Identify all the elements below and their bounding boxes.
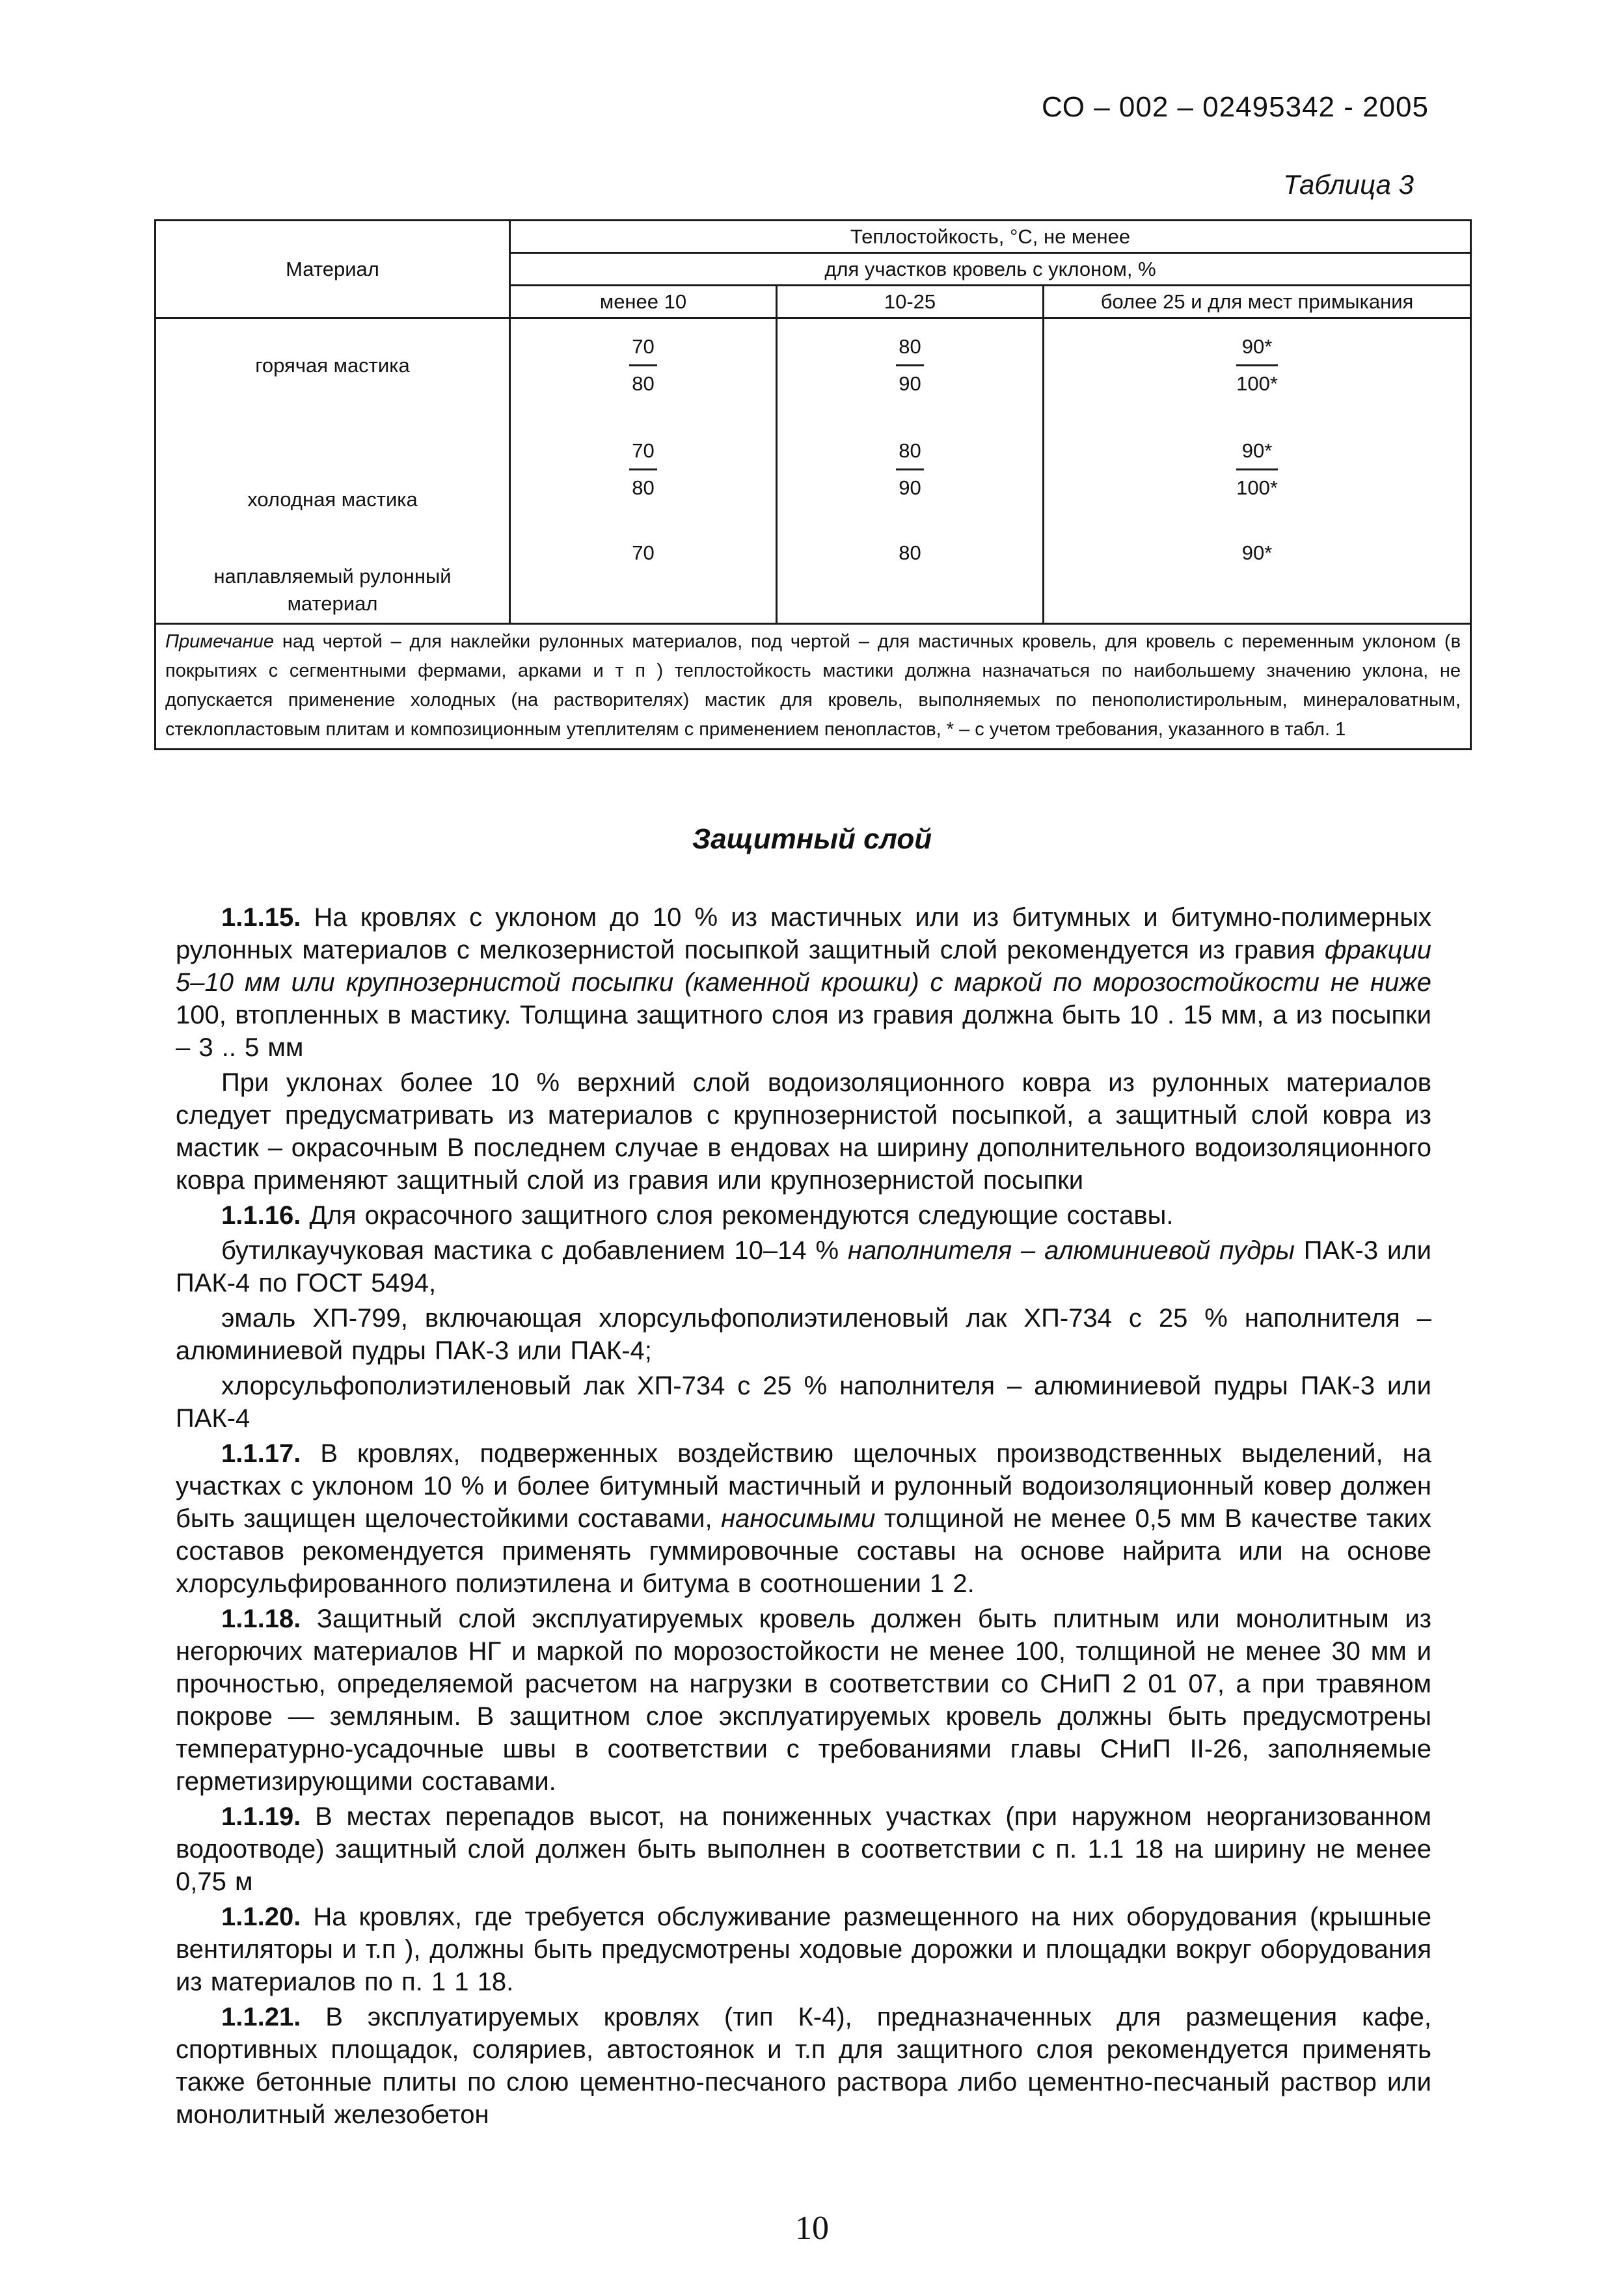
fraction-bottom: 100* (1236, 476, 1278, 499)
fraction (896, 329, 923, 401)
paragraph (176, 1603, 1431, 1798)
paragraph (176, 901, 1431, 1064)
document-code: СО – 002 – 02495342 - 2005 (1041, 91, 1429, 123)
header-material: Материал (156, 221, 510, 318)
paragraph-text: 100, втопленных в мастику. Толщина защитного слоя из гравия должна быть 10 . 15 мм, а из посыпки – 3 .. 5 мм (176, 1001, 1431, 1062)
paragraph-text: На кровлях с уклоном до 10 % из мастичных или из битумных и битумно-полимерных рулонных материалов с мелкозернистой посыпкой защитный слой рекомендуется из гравия (176, 903, 1431, 964)
fraction (896, 433, 923, 506)
header-col-more-25: более 25 и для мест примыкания (1044, 286, 1471, 318)
paragraph: хлорсульфополиэтиленовый лак ХП-734 с 25 % наполнителя – алюминиевой пудры ПАК-3 или ПАК-4 (176, 1372, 1431, 1433)
paragraph-italic: наносимыми (721, 1504, 876, 1533)
fraction-bottom: 90 (899, 476, 921, 499)
header-slope-group: для участков кровель с уклоном, % (510, 253, 1471, 286)
paragraph-text: Для окрасочного защитного слоя рекомендуются следующие составы. (301, 1201, 1174, 1230)
value-cell (777, 413, 1044, 526)
paragraph (176, 1437, 1431, 1600)
table-row (156, 526, 1471, 624)
value-cell (1044, 413, 1471, 526)
fraction-bottom: 90 (899, 372, 921, 396)
paragraph-text: ПАК-3 или ПАК-4 по ГОСТ 5494, (176, 1236, 1431, 1297)
paragraph (176, 1199, 1431, 1232)
fraction-top: 80 (896, 433, 923, 470)
fraction-top: 70 (629, 433, 656, 470)
paragraph: эмаль ХП-799, включающая хлорсульфополиэтиленовый лак ХП-734 с 25 % наполнителя – алюминиевой пудры ПАК-3 или ПАК-4; (176, 1304, 1431, 1365)
table-row (156, 318, 1471, 413)
clause-number: 1.1.18. (221, 1605, 301, 1633)
table-label: Таблица 3 (1283, 169, 1414, 200)
fraction (1236, 329, 1278, 401)
value-cell: 70 (510, 526, 777, 624)
note-label: Примечание (165, 631, 275, 652)
section-title: Защитный слой (692, 823, 932, 855)
fraction-bottom: 80 (632, 476, 655, 499)
fraction-top: 90* (1236, 433, 1278, 470)
fraction-bottom: 80 (632, 372, 655, 396)
paragraph (176, 2001, 1431, 2131)
paragraph-text: В местах перепадов высот, на пониженных участках (при наружном неорганизованном водоотводе) защитный слой должен быть выполнен в соответствии с п. 1.1 18 на ширину не менее 0,75 м (176, 1802, 1431, 1896)
value-cell (1044, 318, 1471, 413)
note-text: над чертой – для наклейки рулонных материалов, под чертой – для мастичных кровель, для кровель с переменным уклоном (в покрытиях с сегментными фермами, арками и т п ) теплостойкость мастики должна назначаться по наибольшему значению уклона, не допускается применение холодных (на растворителях) мастик для кровель, выполняемых по пенополистирольным, минераловатным, стеклопластовым плитам и композиционным утеплителям с применением пенопластов, * – с учетом требования, указанного в табл. 1 (165, 631, 1461, 740)
clause-number: 1.1.16. (221, 1201, 301, 1230)
clause-number: 1.1.20. (221, 1903, 301, 1931)
paragraph (176, 1234, 1431, 1299)
paragraph-text: бутилкаучуковая мастика с добавлением 10–14 % (221, 1236, 848, 1265)
header-col-10-25: 10-25 (777, 286, 1044, 318)
heat-resistance-table (154, 219, 1472, 750)
table-note-row (156, 624, 1471, 750)
clause-number: 1.1.15. (221, 903, 301, 932)
fraction-top: 70 (629, 329, 656, 366)
header-heat-resistance: Теплостойкость, °С, не менее (510, 221, 1471, 253)
table-header-row-1 (156, 221, 1471, 253)
paragraph-text: В эксплуатируемых кровлях (тип К-4), предназначенных для размещения кафе, спортивных площадок, соляриев, автостоянок и т.п для защитного слоя рекомендуется применять также бетонные плиты по слою цементно-песчаного раствора либо цементно-песчаный раствор или монолитный железобетон (176, 2003, 1431, 2129)
paragraph: При уклонах более 10 % верхний слой водоизоляционного ковра из рулонных материалов следует предусматривать из материалов с крупнозернистой посыпкой, а защитный слой ковра из мастик – окрасочным В последнем случае в ендовах на ширину дополнительного водоизоляционного ковра применяют защитный слой из гравия или крупнозернистой посыпки (176, 1068, 1431, 1195)
paragraph-italic: наполнителя – алюминиевой пудры (847, 1236, 1295, 1265)
paragraph-text: толщиной не менее 0,5 мм В качестве таких составов рекомендуется применять гуммировочные составы на основе найрита или на основе хлорсульфированного полиэтилена и битума в соотношении 1 2. (176, 1504, 1432, 1598)
clause-number: 1.1.21. (221, 2003, 301, 2031)
header-col-less-10: менее 10 (510, 286, 777, 318)
body-text (176, 901, 1431, 2134)
paragraph-text: На кровлях, где требуется обслуживание размещенного на них оборудования (крышные вентиляторы и т.п ), должны быть предусмотрены ходовые дорожки и площадки вокруг оборудования из материалов по п. 1 1 18. (176, 1903, 1431, 1996)
table-note (156, 624, 1471, 750)
fraction (629, 433, 656, 506)
value-cell (510, 413, 777, 526)
paragraph (176, 1800, 1431, 1898)
paragraph-italic: фракции 5–10 мм или крупнозернистой посыпки (каменной крошки) с маркой по морозостойкости не ниже (176, 936, 1431, 997)
value-cell: 80 (777, 526, 1044, 624)
fraction (1236, 433, 1278, 506)
paragraph-text: В кровлях, подверженных воздействию щелочных производственных выделений, на участках с уклоном 10 % и более битумный мастичный и рулонный водоизоляционный ковер должен быть защищен щелочестойкими составами, (176, 1439, 1431, 1533)
value-cell (510, 318, 777, 413)
page-number: 10 (795, 2210, 829, 2247)
fraction-top: 80 (896, 329, 923, 366)
material-cell: горячая мастика (156, 318, 510, 413)
fraction-bottom: 100* (1236, 372, 1278, 396)
table-row (156, 413, 1471, 526)
paragraph (176, 1901, 1431, 1998)
material-cell: наплавляемый рулонный материал (156, 526, 510, 624)
value-cell: 90* (1044, 526, 1471, 624)
clause-number: 1.1.19. (221, 1802, 301, 1831)
fraction-top: 90* (1236, 329, 1278, 366)
material-cell: холодная мастика (156, 413, 510, 526)
value-cell (777, 318, 1044, 413)
clause-number: 1.1.17. (221, 1439, 301, 1468)
paragraph-text: Защитный слой эксплуатируемых кровель должен быть плитным или монолитным из негорючих материалов НГ и маркой по морозостойкости не менее 100, толщиной не менее 30 мм и прочностью, определяемой расчетом на нагрузки в соответствии со СНиП 2 01 07, а при травяном покрове — земляным. В защитном слое эксплуатируемых кровель должны быть предусмотрены температурно-усадочные швы в соответствии с требованиями главы СНиП II-26, заполняемые герметизирующими составами. (176, 1605, 1431, 1796)
fraction (629, 329, 656, 401)
